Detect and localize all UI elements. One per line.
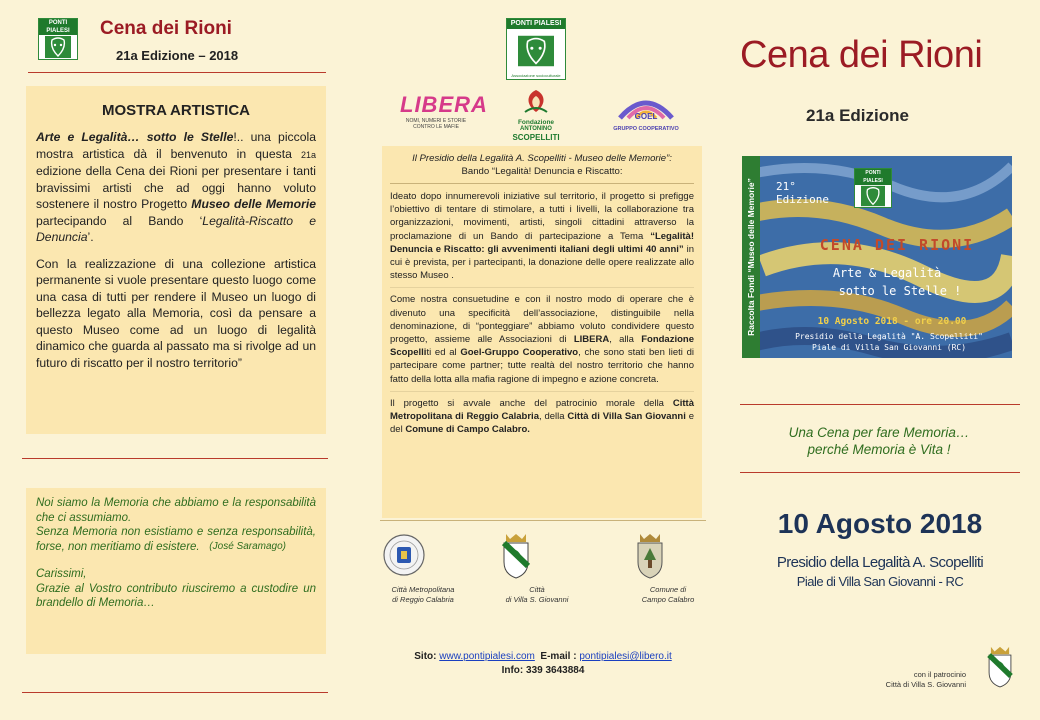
pontipialesi-logo-center: PONTI PIALESI Associazione socioculturale xyxy=(506,18,566,80)
face-icon xyxy=(861,185,885,207)
mostra-heading: MOSTRA ARTISTICA xyxy=(101,102,251,119)
poster-edition: 21° Edizione xyxy=(776,180,829,206)
goel-logo: GOEL GRUPPO COOPERATIVO xyxy=(610,94,682,133)
bando-paragraph-1: Ideato dopo innumerevoli iniziative sul territorio, il progetto si prefigge l’obiettivo di tentare di stimolare, a tutti i livelli, la collaborazione tra organizzazioni, movimenti, artisti, singoli cittadini attraverso la proclamazione di un Bando di partecipazione a Tema “Legalità! Denuncia e Riscatto: gli avvenimenti italiani degli ultimi 40 anni” in cui è prevista, per i partecipanti, la donazione delle opere realizzate allo stesso Museo . xyxy=(390,191,694,282)
poster-side-band: Raccolta Fondi “Museo delle Memorie” xyxy=(746,178,757,336)
right-edition: 21a Edizione xyxy=(806,106,909,125)
crest-reggio-calabria: Città Metropolitana di Reggio Calabria xyxy=(382,530,464,605)
quote-author: (José Saramago) xyxy=(209,541,286,552)
crest-campo-calabro: Comune di Campo Calabro xyxy=(628,530,708,605)
contacts: Sito: www.pontipialesi.com E-mail : pontipialesi@libero.it Info: 339 3643884 xyxy=(382,650,704,678)
event-poster xyxy=(742,156,1012,358)
poster-title: CENA DEI RIONI xyxy=(819,236,975,254)
divider xyxy=(22,458,328,459)
event-date: 10 Agosto 2018 xyxy=(777,508,983,539)
bando-panel xyxy=(382,146,702,518)
campo-crest-icon xyxy=(628,530,672,580)
divider xyxy=(740,404,1020,405)
bando-paragraph-3: Il progetto si avvale anche del patrocinio morale della Città Metropolitana di Reggio Calabria, della Città di Villa San Giovanni e del Comune di Campo Calabro. xyxy=(390,397,694,436)
email-link[interactable]: pontipialesi@libero.it xyxy=(579,651,672,662)
divider xyxy=(22,692,328,693)
mostra-panel xyxy=(26,86,326,434)
bando-paragraph-2: Come nostra consuetudine e con il nostro modo di operare che è divenuto una specificità dell’associazione, distinguibile nella denominazione, di “ponteggiare” abbiamo voluto condividere questo progetto, assieme alle Associazioni di LIBERA, alla Fondazione Scopelliti ed al Goel-Gruppo Cooperativo, che sono stati ben lieti di partecipare come partner; tutte realtà del nostro territorio che hanno fatto della lotta alla mafia ragione di impegno e azione concreta. xyxy=(390,294,694,385)
divider xyxy=(380,520,706,521)
event-place-2: Piale di Villa San Giovanni - RC xyxy=(796,574,964,589)
face-icon xyxy=(518,33,554,69)
poster-logo: PONTI PIALESI xyxy=(854,168,892,208)
quote-line-2: Senza Memoria non esistiamo e senza responsabilità, forse, non meritiamo di esistere. xyxy=(36,526,316,553)
fondazione-scopelliti-logo: Fondazione ANTONINO SCOPELLITI xyxy=(505,88,567,142)
patrocinio-caption: con il patrocinio Città di Villa S. Giovanni xyxy=(885,670,966,689)
face-icon xyxy=(45,36,71,58)
website-link[interactable]: www.pontipialesi.com xyxy=(439,651,535,662)
quote-line-1: Noi siamo la Memoria che abbiamo e la responsabilità che ci assumiamo. xyxy=(36,497,316,524)
quote-line-4: Grazie al Vostro contributo riusciremo a custodire un brandello di Memoria… xyxy=(36,582,316,609)
event-place-1: Presidio della Legalità A. Scopelliti xyxy=(776,554,984,571)
libera-name: LIBERA xyxy=(400,92,488,117)
divider xyxy=(28,72,326,73)
villa-crest-footer-icon xyxy=(980,640,1020,692)
poster-subtitle-1: Arte & Legalità xyxy=(832,266,942,280)
quote-line-3: Carissimi, xyxy=(36,568,87,580)
logo-name: PONTI PIALESI xyxy=(39,19,77,35)
divider xyxy=(740,472,1020,473)
poster-date: 10 Agosto 2018 - ore 20.00 xyxy=(817,316,967,327)
left-edition: 21a Edizione – 2018 xyxy=(116,48,239,63)
crest-villa-san-giovanni: Città di Villa S. Giovanni xyxy=(494,530,580,605)
poster-place: Presidio della Legalità "A. Scopelliti" Piale di Villa San Giovanni (RC) xyxy=(795,332,983,352)
flame-icon xyxy=(521,88,551,114)
mostra-paragraph-2: Con la realizzazione di una collezione artistica permanente si vuole presentare questo luogo come una casa di tutti per rendere il Museo un luogo di bellezza legato alla Memoria, così da pensare a questo Museo come ad un luogo di legalità dinamico che guarda al passato ma si rivolge ad un futuro di riscatto per il nostro territorio” xyxy=(36,256,316,370)
villa-crest-icon xyxy=(494,530,538,580)
pontipialesi-logo xyxy=(38,18,78,60)
motto: Una Cena per fare Memoria… perché Memoria è Vita ! xyxy=(788,425,970,457)
quote-panel xyxy=(26,488,326,654)
reggio-crest-icon xyxy=(382,530,426,580)
bando-title: Il Presidio della Legalità A. Scopelliti - Museo delle Memorie”: Bando “Legalità! Denuncia e Riscatto: xyxy=(412,153,672,177)
mostra-paragraph-1: Arte e Legalità… sotto le Stelle!.. una piccola mostra artistica dà il benvenuto in questa 21a edizione della Cena dei Rioni per presentare i tanti bravissimi artisti che ad oggi hanno voluto sostenere il nostro Progetto Museo delle Memorie partecipando al Bando ‘Legalità-Riscatto e Denuncia’. xyxy=(36,130,316,244)
right-title: Cena dei Rioni xyxy=(740,34,983,76)
left-title: Cena dei Rioni xyxy=(100,18,232,39)
poster-subtitle-2: sotto le Stelle ! xyxy=(838,284,962,298)
libera-logo: LIBERA NOMI, NUMERI E STORIE CONTRO LE MAFIE xyxy=(400,92,488,130)
info-phone: Info: 339 3643884 xyxy=(501,665,585,676)
